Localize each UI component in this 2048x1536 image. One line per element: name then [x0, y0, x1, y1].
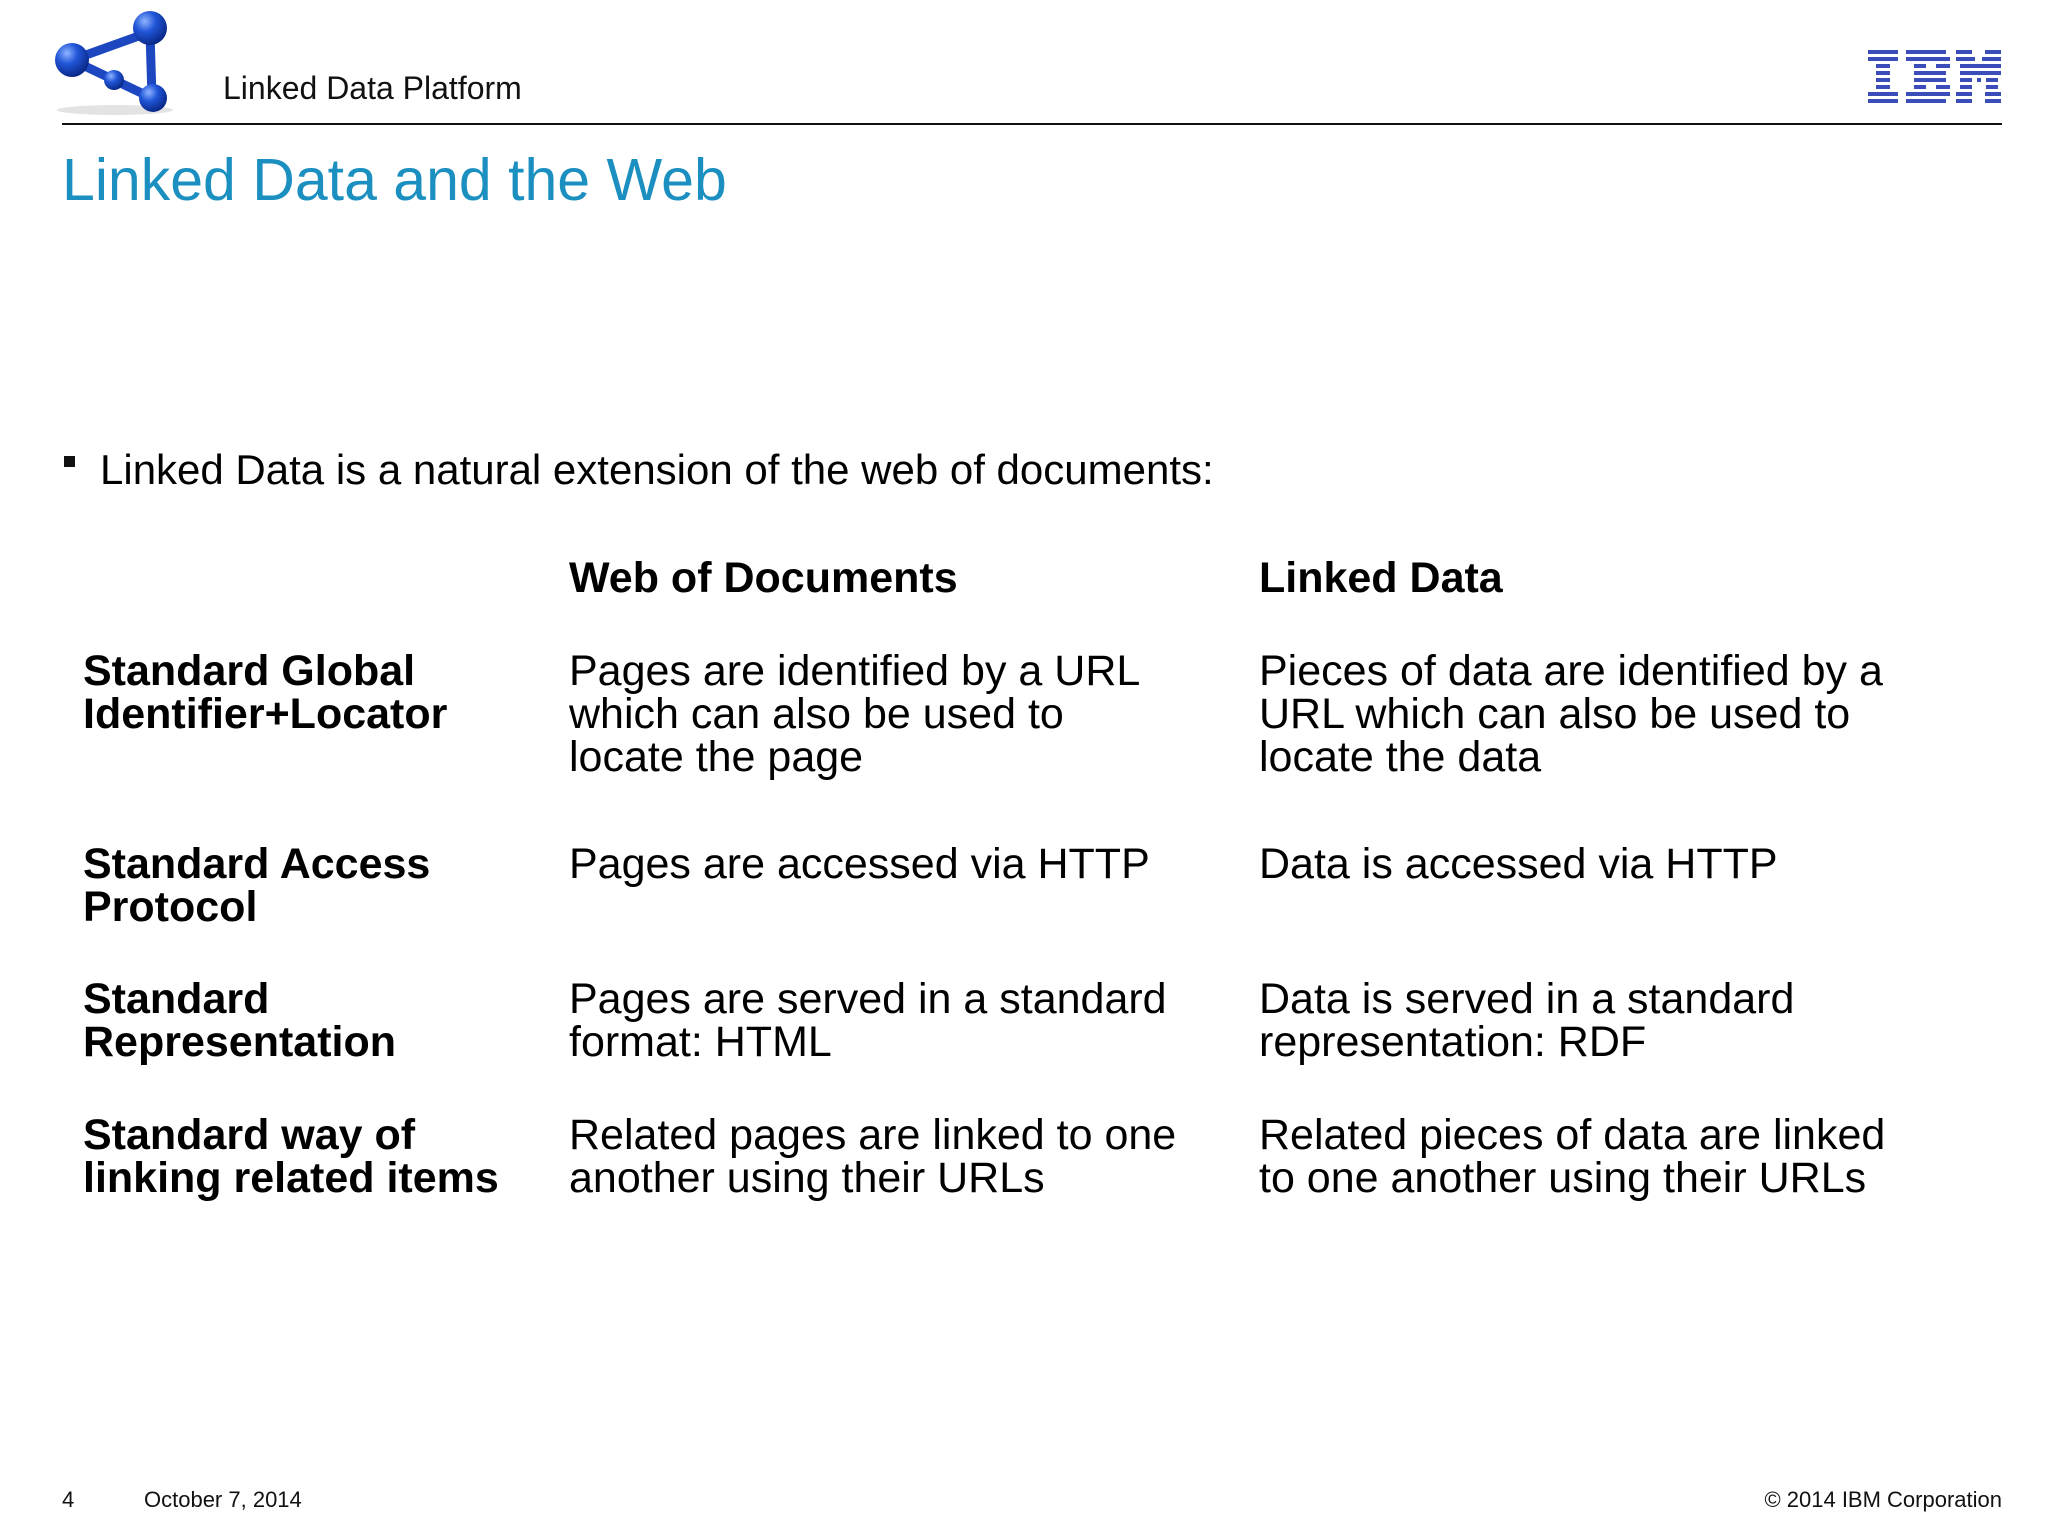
column-header-linked-data: Linked Data	[1259, 554, 1503, 602]
cell-linked-access: Data is accessed via HTTP	[1259, 840, 1778, 888]
cell-linked-identifier: Pieces of data are identified by a URL which can also be used to locate the data	[1259, 647, 1883, 781]
cell-web-linking: Related pages are linked to one another using their URLs	[569, 1111, 1177, 1202]
slide-title: Linked Data and the Web	[62, 147, 727, 213]
cell-linked-linking: Related pieces of data are linked to one another using their URLs	[1259, 1111, 1886, 1202]
row-label-access-protocol: Standard Access Protocol	[83, 840, 431, 931]
cell-web-access: Pages are accessed via HTTP	[569, 840, 1150, 888]
cell-linked-representation: Data is served in a standard representation: RDF	[1259, 975, 1795, 1066]
bullet-text: Linked Data is a natural extension of the web of documents:	[100, 446, 1214, 493]
cell-web-representation: Pages are served in a standard format: HTML	[569, 975, 1167, 1066]
cell-web-identifier: Pages are identified by a URL which can also be used to locate the page	[569, 647, 1141, 781]
platform-title: Linked Data Platform	[223, 70, 522, 106]
intro-bullet	[64, 446, 1214, 494]
row-label-identifier: Standard Global Identifier+Locator	[83, 647, 448, 738]
page-number: 4	[62, 1487, 75, 1512]
bullet-square-icon	[64, 456, 75, 467]
row-label-representation: Standard Representation	[83, 975, 397, 1066]
footer-date: October 7, 2014	[144, 1487, 302, 1512]
header-divider	[62, 123, 2002, 125]
linked-nodes-icon	[50, 4, 180, 119]
column-header-web-of-documents: Web of Documents	[569, 554, 958, 602]
row-label-linking: Standard way of linking related items	[83, 1111, 499, 1202]
ibm-logo-icon	[1868, 50, 2001, 106]
footer-copyright: © 2014 IBM Corporation	[1764, 1487, 2002, 1512]
